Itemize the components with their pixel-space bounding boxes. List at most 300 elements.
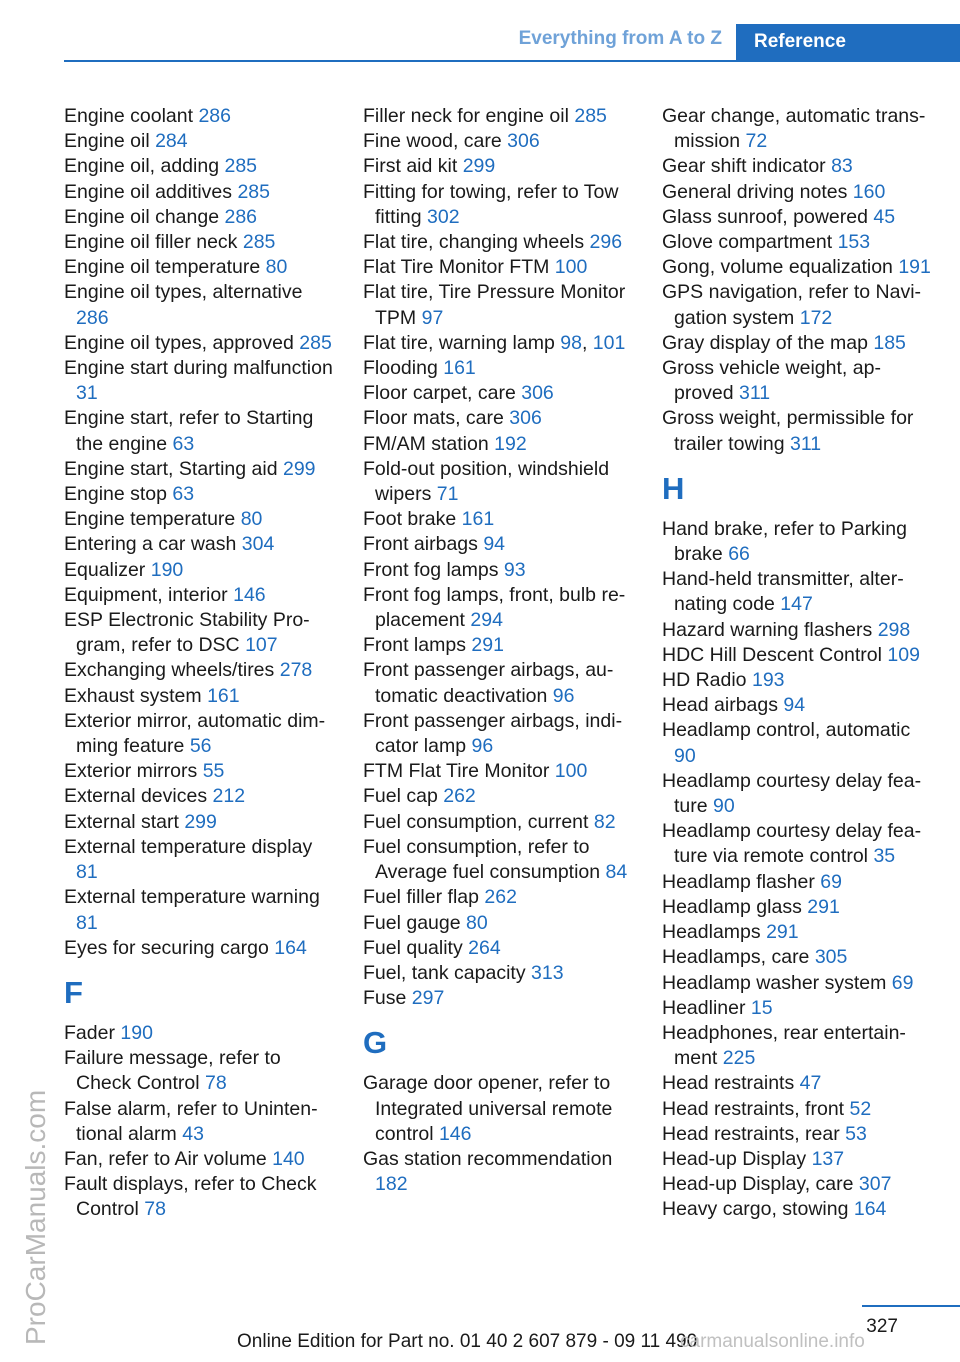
index-term: Engine start, refer to Starting the engine <box>64 407 314 455</box>
index-term: Head-up Display, care <box>662 1173 854 1196</box>
page-link[interactable]: 193 <box>751 669 785 692</box>
index-entry <box>363 658 635 708</box>
index-term: Fine wood, care <box>363 130 502 153</box>
page-link[interactable]: 285 <box>574 105 607 127</box>
index-letter-heading: F <box>64 974 83 1010</box>
page-link[interactable]: 78 <box>204 1072 227 1095</box>
index-entry <box>363 230 635 255</box>
index-entry <box>363 558 635 583</box>
index-entry <box>662 154 934 179</box>
index-entry <box>662 356 934 406</box>
page-link[interactable]: 94 <box>783 694 806 717</box>
index-term: General driving notes <box>662 180 848 203</box>
index-entry <box>363 507 635 532</box>
index-entry <box>64 331 336 356</box>
index-term: Floor mats, care <box>363 407 504 430</box>
index-term: Headlamps <box>662 921 761 944</box>
index-entry <box>662 718 934 768</box>
page-link[interactable]: 304 <box>241 533 275 556</box>
index-term: Head restraints <box>662 1072 795 1095</box>
index-term: HD Radio <box>662 669 747 692</box>
page-link[interactable]: 45 <box>873 205 896 228</box>
bottom-watermark: carmanualsonline.info <box>680 1331 865 1352</box>
index-entry <box>64 810 336 835</box>
page-link[interactable]: 164 <box>853 1198 887 1221</box>
page-link[interactable]: 90 <box>713 795 735 818</box>
page-link[interactable]: 311 <box>789 432 822 455</box>
page-link[interactable]: 284 <box>155 130 188 153</box>
index-entry <box>662 945 934 970</box>
page-link[interactable]: 47 <box>799 1072 822 1095</box>
page-link[interactable]: 109 <box>887 643 920 666</box>
index-term: Gear shift indicator <box>662 155 826 178</box>
page-link[interactable]: 81 <box>76 911 98 934</box>
index-entry <box>662 643 934 668</box>
index-entry <box>363 280 635 330</box>
page-link[interactable]: 66 <box>728 543 750 566</box>
page-link[interactable]: 84 <box>605 861 628 884</box>
index-term: Gross weight, permissible for trailer towing <box>662 407 914 455</box>
index-term: Headphones, rear entertainment <box>662 1021 906 1070</box>
page-link[interactable]: 190 <box>150 558 184 581</box>
index-entry <box>64 1172 336 1222</box>
index-term: Fuel filler flap <box>363 886 479 909</box>
index-term: Flat Tire Monitor FTM <box>363 256 550 279</box>
page-link[interactable]: 93 <box>503 558 526 581</box>
side-watermark: ProCarManuals.com <box>20 1089 51 1345</box>
index-entry <box>363 381 635 406</box>
index-term: Front fog lamps <box>363 558 499 581</box>
page-link[interactable]: 147 <box>780 593 813 616</box>
page-link[interactable]: 225 <box>722 1047 756 1070</box>
index-entry <box>363 154 635 179</box>
page-link[interactable]: 296 <box>589 231 623 254</box>
index-letter-heading: G <box>363 1025 388 1061</box>
page-link[interactable]: 291 <box>807 895 840 918</box>
index-entry <box>64 1097 336 1147</box>
index-term: Front passenger airbags, indicator lamp <box>363 709 623 758</box>
index-term: Front airbags <box>363 533 478 556</box>
page-link[interactable]: 190 <box>120 1021 153 1044</box>
index-term: Flat tire, changing wheels <box>363 231 585 254</box>
page-link[interactable]: 262 <box>484 886 517 909</box>
page-link[interactable]: 297 <box>411 987 445 1010</box>
page-link[interactable]: 80 <box>240 508 263 531</box>
index-entry <box>662 971 934 996</box>
index-term: Headliner <box>662 996 746 1019</box>
page-link[interactable]: 285 <box>237 180 270 203</box>
page-link[interactable]: 80 <box>466 911 488 934</box>
index-letter-heading: H <box>662 470 685 506</box>
index-entry <box>363 759 635 784</box>
page-link[interactable]: 52 <box>849 1097 872 1120</box>
index-term: Headlamp glass <box>662 895 802 918</box>
index-term: FTM Flat Tire Monitor <box>363 760 550 783</box>
index-term: Exterior mirror, automatic dimming feature <box>64 709 326 758</box>
index-entry <box>363 532 635 557</box>
page-link[interactable]: 98 <box>560 331 582 354</box>
page-link[interactable]: 299 <box>462 155 496 178</box>
index-entry <box>363 961 635 986</box>
index-entry <box>64 104 336 129</box>
page-link[interactable]: 55 <box>202 760 225 783</box>
index-entry <box>64 658 336 683</box>
index-term: Engine oil types, alternative <box>64 281 303 304</box>
page-link[interactable]: 94 <box>483 533 506 556</box>
index-entry <box>662 1147 934 1172</box>
index-term: Head airbags <box>662 694 778 717</box>
index-term: Fault displays, refer to Check Control <box>64 1173 317 1221</box>
page-link[interactable]: 100 <box>554 760 588 783</box>
index-term: Entering a car wash <box>64 533 237 556</box>
index-entry <box>64 280 336 330</box>
index-term: Engine oil types, approved <box>64 331 294 354</box>
index-entry <box>64 230 336 255</box>
page-link[interactable]: 161 <box>207 684 240 707</box>
index-entry <box>662 280 934 330</box>
page-link[interactable]: 69 <box>820 870 842 893</box>
index-entry <box>662 1097 934 1122</box>
index-entry <box>64 1147 336 1172</box>
index-term: Fuel consumption, current <box>363 810 589 833</box>
index-term: Garage door opener, refer to Integrated universal remote control <box>363 1072 613 1145</box>
index-entry <box>64 356 336 406</box>
index-entry <box>662 920 934 945</box>
index-term: HDC Hill Descent Control <box>662 643 882 666</box>
index-entry <box>662 406 934 456</box>
index-entry <box>363 180 635 230</box>
index-entry <box>363 810 635 835</box>
index-entry <box>363 104 635 129</box>
page-link[interactable]: 96 <box>471 735 494 758</box>
index-column-2 <box>363 104 635 1197</box>
index-entry <box>662 618 934 643</box>
index-term: Headlamp flasher <box>662 870 815 893</box>
index-term: Fan, refer to Air volume <box>64 1147 267 1170</box>
page-link[interactable]: 285 <box>242 231 276 254</box>
footer-rule <box>862 1305 960 1307</box>
page-link[interactable]: 43 <box>182 1122 204 1145</box>
index-entry <box>64 583 336 608</box>
index-entry <box>64 759 336 784</box>
page-link[interactable]: 146 <box>438 1122 472 1145</box>
page-link[interactable]: 306 <box>507 130 540 153</box>
page-link[interactable]: 107 <box>245 634 278 657</box>
index-term: Gong, volume equalization <box>662 256 893 279</box>
page-link[interactable]: 291 <box>471 634 504 657</box>
index-entry <box>363 911 635 936</box>
index-term: External devices <box>64 785 208 808</box>
index-entry <box>64 205 336 230</box>
header-tab-reference: Reference <box>736 24 960 60</box>
index-entry <box>363 457 635 507</box>
index-entry <box>64 885 336 935</box>
index-term: Engine oil filler neck <box>64 231 238 254</box>
page-link[interactable]: 278 <box>279 659 313 682</box>
index-term: Eyes for securing cargo <box>64 936 269 959</box>
index-term: False alarm, refer to Unintentional alarm <box>64 1097 318 1145</box>
index-term: Head restraints, rear <box>662 1122 840 1145</box>
index-entry <box>64 532 336 557</box>
page-link[interactable]: 137 <box>811 1147 845 1170</box>
index-term: Headlamp control, automatic <box>662 719 911 742</box>
page-link[interactable]: 90 <box>674 744 696 767</box>
index-term: External start <box>64 810 179 833</box>
index-term: Filler neck for engine oil <box>363 105 569 127</box>
page-link[interactable]: 83 <box>831 155 853 178</box>
index-entry: Flat tire, warning lamp 98, 101 <box>363 331 626 354</box>
index-term: Engine stop <box>64 483 167 506</box>
page-link[interactable]: 182 <box>375 1173 408 1196</box>
index-term: Front passenger airbags, automatic deactivation <box>363 659 614 707</box>
index-term: Hand-held transmitter, alternating code <box>662 568 904 616</box>
index-term: Fader <box>64 1021 115 1044</box>
page-link[interactable]: 72 <box>745 130 768 153</box>
index-entry <box>662 517 934 567</box>
index-entry <box>662 180 934 205</box>
index-entry <box>363 356 635 381</box>
index-entry <box>662 205 934 230</box>
index-entry <box>662 1071 934 1096</box>
index-term: External temperature display <box>64 835 313 858</box>
index-term: Head-up Display <box>662 1147 807 1170</box>
page-link[interactable]: 313 <box>531 961 564 984</box>
page-link[interactable]: 146 <box>233 583 266 606</box>
index-entry <box>64 684 336 709</box>
page-number: 327 <box>866 1316 898 1337</box>
index-entry <box>64 180 336 205</box>
index-term: Failure message, refer to Check Control <box>64 1047 281 1095</box>
index-entry <box>363 986 635 1011</box>
index-entry <box>64 784 336 809</box>
page-link[interactable]: 311 <box>739 382 771 405</box>
index-entry <box>64 1046 336 1096</box>
index-term: Glass sunroof, powered <box>662 205 868 228</box>
index-term: Engine temperature <box>64 508 236 531</box>
page-link[interactable]: 80 <box>265 256 288 279</box>
index-term: Headlamps, care <box>662 946 810 969</box>
index-entry <box>363 129 635 154</box>
index-term: Gear change, automatic transmission <box>662 105 926 153</box>
index-entry <box>64 1021 336 1046</box>
index-term: Gross vehicle weight, approved <box>662 357 881 405</box>
index-term: Fuel gauge <box>363 911 461 934</box>
page-link[interactable]: 262 <box>443 785 476 808</box>
index-entry <box>363 1147 635 1197</box>
index-entry <box>64 129 336 154</box>
index-term: Head restraints, front <box>662 1097 845 1120</box>
index-term: Fold-out position, windshield wipers <box>363 457 610 506</box>
index-entry <box>662 1197 934 1222</box>
index-term: Equalizer <box>64 558 146 581</box>
page-link[interactable]: 299 <box>282 457 316 480</box>
index-entry <box>363 709 635 759</box>
index-entry <box>662 331 934 356</box>
index-entry <box>64 255 336 280</box>
page-link[interactable]: 31 <box>76 382 98 405</box>
index-term: Exchanging wheels/tires <box>64 659 275 682</box>
page-link[interactable]: 298 <box>877 618 911 641</box>
index-term: First aid kit <box>363 155 458 178</box>
page-link[interactable]: 78 <box>144 1198 166 1221</box>
page-link[interactable]: 264 <box>468 936 501 959</box>
index-term: Engine oil, adding <box>64 155 220 178</box>
page-link[interactable]: 285 <box>299 331 332 354</box>
index-term: Foot brake <box>363 508 457 531</box>
page-link[interactable]: 286 <box>198 105 231 127</box>
index-term: Fuel quality <box>363 936 463 959</box>
index-entry <box>662 104 934 154</box>
index-term: Exterior mirrors <box>64 760 198 783</box>
index-entry <box>662 230 934 255</box>
index-term: Headlamp courtesy delay feature via remote control <box>662 820 922 868</box>
index-term: Fuse <box>363 987 407 1010</box>
index-entry <box>363 835 635 885</box>
index-term: Engine oil change <box>64 205 220 228</box>
page-link[interactable]: 161 <box>443 357 476 380</box>
index-entry <box>64 406 336 456</box>
page-link[interactable]: 212 <box>212 785 246 808</box>
index-term: Flooding <box>363 357 438 380</box>
page-link[interactable]: 82 <box>593 810 616 833</box>
page-link[interactable]: 307 <box>858 1173 892 1196</box>
index-term: Fuel consumption, refer to Average fuel consumption <box>363 835 601 884</box>
index-term: Engine oil <box>64 130 150 153</box>
page-link[interactable]: 285 <box>224 155 258 178</box>
page-link[interactable]: 101 <box>592 331 626 354</box>
page-link[interactable]: 192 <box>494 432 527 455</box>
index-term: Engine coolant <box>64 105 194 127</box>
index-entry <box>64 709 336 759</box>
header-rule <box>64 60 960 62</box>
index-term: Fitting for towing, refer to Tow fitting <box>363 180 619 228</box>
index-term: External temperature warning <box>64 886 320 909</box>
index-entry <box>64 507 336 532</box>
index-entry <box>662 693 934 718</box>
footer-edition-text: Online Edition for Part no. 01 40 2 607 879 - 09 11 490 <box>237 1331 698 1352</box>
index-entry <box>64 608 336 658</box>
index-entry <box>363 255 635 280</box>
index-entry <box>363 633 635 658</box>
page-link[interactable]: 56 <box>189 735 212 758</box>
index-term: Hazard warning flashers <box>662 618 873 641</box>
page-link[interactable]: 286 <box>224 205 258 228</box>
index-entry <box>662 870 934 895</box>
index-term: Floor carpet, care <box>363 382 516 405</box>
index-entry <box>64 936 336 961</box>
page-link[interactable]: 302 <box>427 205 460 228</box>
index-entry <box>64 482 336 507</box>
page-link[interactable]: 63 <box>172 432 195 455</box>
page-link[interactable]: 185 <box>873 331 906 354</box>
page-link[interactable]: 306 <box>509 407 542 430</box>
page-link[interactable]: 63 <box>172 483 195 506</box>
index-term: Flat tire, warning lamp <box>363 331 555 354</box>
index-term: Exhaust system <box>64 684 202 707</box>
index-entry <box>662 668 934 693</box>
index-term: Fuel cap <box>363 785 438 808</box>
index-term: Gray display of the map <box>662 331 868 354</box>
index-term: Glove compartment <box>662 231 833 254</box>
index-entry <box>662 1021 934 1071</box>
index-entry <box>662 1172 934 1197</box>
index-entry <box>662 769 934 819</box>
index-term: Front fog lamps, front, bulb replacement <box>363 583 626 632</box>
index-entry <box>64 835 336 885</box>
page-link[interactable]: 299 <box>184 810 217 833</box>
index-term: Headlamp washer system <box>662 971 887 994</box>
index-entry <box>662 996 934 1021</box>
index-term: Flat tire, Tire Pressure Monitor TPM <box>363 281 626 329</box>
page-link[interactable]: 306 <box>521 382 554 405</box>
page-link[interactable]: 172 <box>799 306 833 329</box>
index-term: Engine start during malfunction <box>64 357 333 380</box>
page-link[interactable]: 291 <box>766 921 799 944</box>
index-term: Hand brake, refer to Parking brake <box>662 517 907 566</box>
index-term: Heavy cargo, stowing <box>662 1198 849 1221</box>
index-column-1 <box>64 104 336 1223</box>
index-entry <box>64 154 336 179</box>
index-term: FM/AM station <box>363 432 489 455</box>
index-entry <box>363 1071 635 1147</box>
index-entry <box>64 558 336 583</box>
page-link[interactable]: 81 <box>76 861 98 884</box>
index-term: Engine start, Starting aid <box>64 457 278 480</box>
page-link[interactable]: 69 <box>891 971 914 994</box>
page-link[interactable]: 96 <box>552 684 575 707</box>
page-link[interactable]: 100 <box>554 256 588 279</box>
page-link[interactable]: 153 <box>837 231 871 254</box>
page-link[interactable]: 35 <box>873 845 896 868</box>
page-link[interactable]: 294 <box>470 609 503 632</box>
page-link[interactable]: 164 <box>274 936 307 959</box>
index-term: GPS navigation, refer to Navigation system <box>662 281 922 329</box>
index-term: Headlamp courtesy delay feature <box>662 769 922 818</box>
index-term: Fuel, tank capacity <box>363 961 526 984</box>
index-entry <box>662 255 934 280</box>
page-link[interactable]: 71 <box>436 483 459 506</box>
page-link[interactable]: 286 <box>76 306 109 329</box>
header-section-title: Everything from A to Z <box>518 28 722 49</box>
page-link[interactable]: 161 <box>461 508 495 531</box>
index-term: ESP Electronic Stability Program, refer to DSC <box>64 609 310 657</box>
index-term: Engine oil additives <box>64 180 233 203</box>
page-link[interactable]: 97 <box>421 306 444 329</box>
index-entry <box>363 885 635 910</box>
index-entry <box>662 567 934 617</box>
index-column-3 <box>662 104 934 1223</box>
index-entry <box>363 432 635 457</box>
page-link[interactable]: 191 <box>898 256 931 279</box>
index-entry <box>363 936 635 961</box>
page-link[interactable]: 160 <box>852 180 886 203</box>
index-entry <box>662 1122 934 1147</box>
index-term: Equipment, interior <box>64 583 228 606</box>
page-link[interactable]: 305 <box>814 946 848 969</box>
index-entry <box>64 457 336 482</box>
index-entry <box>662 819 934 869</box>
page-link[interactable]: 140 <box>272 1147 305 1170</box>
index-entry <box>662 895 934 920</box>
index-term: Gas station recommendation <box>363 1147 613 1170</box>
page-link[interactable]: 53 <box>845 1122 867 1145</box>
index-entry <box>363 583 635 633</box>
page-link[interactable]: 15 <box>750 996 773 1019</box>
index-term: Front lamps <box>363 634 466 657</box>
index-entry <box>363 406 635 431</box>
index-entry <box>363 784 635 809</box>
index-term: Engine oil temperature <box>64 256 261 279</box>
